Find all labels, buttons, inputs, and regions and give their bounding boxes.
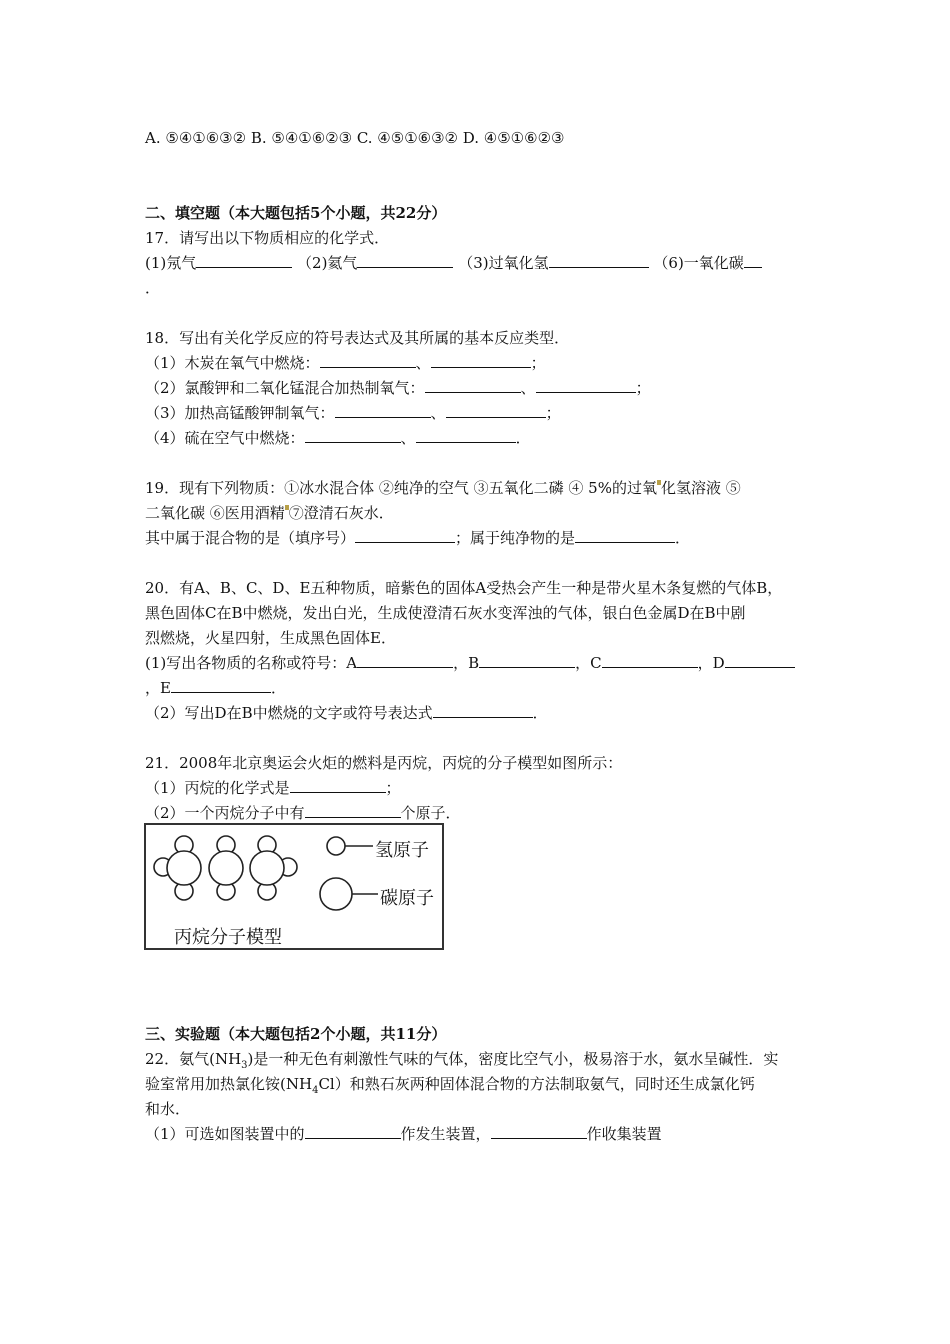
q17-blank1[interactable] xyxy=(196,253,292,268)
period: ． xyxy=(515,429,531,447)
section2-title: 二、填空题（本大题包括5个小题，共22分） xyxy=(145,204,447,222)
q17-blank4[interactable] xyxy=(744,253,762,268)
q18-s3-blank2[interactable] xyxy=(446,403,546,418)
q20-s1-label: (1)写出各物质的名称或符号：A xyxy=(145,654,358,672)
q22-sub1 xyxy=(145,1124,662,1144)
q20-blank-eq[interactable] xyxy=(433,703,533,718)
q19-line1b: 化氢溶液 ⑤ xyxy=(660,479,741,497)
q20-blank-c[interactable] xyxy=(602,653,698,668)
q21-blank2[interactable] xyxy=(305,803,401,818)
q19-line1a: 19．现有下列物质：①冰水混合体 ②纯净的空气 ③五氧化二磷 ④ 5%的过氧 xyxy=(145,479,657,497)
q17-end: ． xyxy=(145,279,161,297)
separator: 、 xyxy=(415,354,431,372)
q18-sub1 xyxy=(145,353,546,373)
q20-d-label: ，D xyxy=(697,654,725,672)
separator: 、 xyxy=(400,429,416,447)
q18-s2-label: （2）氯酸钾和二氧化锰混合加热制氧气： xyxy=(145,379,425,397)
q19-blank1[interactable] xyxy=(355,528,455,543)
subscript: 4 xyxy=(312,1085,319,1096)
q22-line2 xyxy=(145,1074,755,1101)
q21-s2-end: 个原子． xyxy=(400,804,461,822)
q18-s4-blank2[interactable] xyxy=(416,428,516,443)
q18-s3-blank1[interactable] xyxy=(335,403,431,418)
q19-line2 xyxy=(145,503,394,523)
q18-s4-blank1[interactable] xyxy=(305,428,401,443)
semicolon: ； xyxy=(635,379,651,397)
q17-blank2[interactable] xyxy=(357,253,453,268)
separator: 、 xyxy=(430,404,446,422)
q17-part3: （3)过氧化氢 xyxy=(458,254,549,272)
q20-blank-a[interactable] xyxy=(357,653,453,668)
q20-b-label: ，B xyxy=(453,654,480,672)
q20-line2: 黑色固体C在B中燃烧，发出白光，生成使澄清石灰水变浑浊的气体，银白色金属D在B中剧 xyxy=(145,604,746,622)
carbon-atom xyxy=(209,851,243,885)
q19-blank2[interactable] xyxy=(575,528,675,543)
q19-line3a: 其中属于混合物的是（填序号） xyxy=(145,529,356,547)
q18-s2-blank2[interactable] xyxy=(536,378,636,393)
legend-hydrogen-label: 氢原子 xyxy=(375,840,429,861)
period: ． xyxy=(532,704,548,722)
q17-parts xyxy=(145,253,762,273)
figure-caption: 丙烷分子模型 xyxy=(174,927,282,948)
q20-sub2 xyxy=(145,703,548,723)
q22-s1-end: 作收集装置 xyxy=(586,1125,662,1143)
q18-s1-blank2[interactable] xyxy=(431,353,531,368)
q22-blank2[interactable] xyxy=(491,1124,587,1139)
q17-stem: 17．请写出以下物质相应的化学式． xyxy=(145,229,390,247)
q18-sub2 xyxy=(145,378,651,398)
q21-s1-label: （1）丙烷的化学式是 xyxy=(145,779,290,797)
q22-line1b: )是一种无色有刺激性气味的气体，密度比空气小，极易溶于水，氨水呈碱性．实 xyxy=(247,1050,779,1068)
q21-sub1 xyxy=(145,778,401,798)
q20-sub1-cont xyxy=(145,678,286,698)
legend-carbon-atom xyxy=(320,878,352,910)
q22-line1a: 22．氨气(NH xyxy=(145,1050,242,1068)
q22-line3: 和水． xyxy=(145,1100,191,1118)
q21-blank1[interactable] xyxy=(290,778,386,793)
q20-blank-b[interactable] xyxy=(479,653,575,668)
legend-carbon-label: 碳原子 xyxy=(380,888,434,909)
q17-part2: （2)氦气 xyxy=(297,254,358,272)
legend-hydrogen-atom xyxy=(327,837,345,855)
q20-sub1 xyxy=(145,653,795,673)
q20-line3: 烈燃烧，火星四射，生成黑色固体E． xyxy=(145,629,396,647)
section3-title: 三、实验题（本大题包括2个小题，共11分） xyxy=(145,1025,447,1043)
semicolon: ； xyxy=(530,354,546,372)
propane-model-figure xyxy=(144,823,444,950)
q22-blank1[interactable] xyxy=(305,1124,401,1139)
q20-e-label: ，E xyxy=(145,679,171,697)
q20-blank-d[interactable] xyxy=(725,653,795,668)
period: ． xyxy=(270,679,286,697)
q19-line3c: ． xyxy=(675,529,691,547)
carbon-atom xyxy=(250,851,284,885)
separator: 、 xyxy=(520,379,536,397)
q18-sub4 xyxy=(145,428,531,448)
q22-line2a: 验室常用加热氯化铵(NH xyxy=(145,1075,313,1093)
q19-line1 xyxy=(145,478,741,498)
q17-part4: （6)一氧化碳 xyxy=(653,254,744,272)
carbon-atom xyxy=(167,851,201,885)
q19-line2a: 二氧化碳 ⑥医用酒精 xyxy=(145,504,285,522)
q22-s1-label: （1）可选如图装置中的 xyxy=(145,1125,305,1143)
q20-line1: 20．有A、B、C、D、E五种物质，暗紫色的固体A受热会产生一种是带火星木条复燃的气体B， xyxy=(145,579,783,597)
q18-s1-blank1[interactable] xyxy=(320,353,416,368)
semicolon: ； xyxy=(385,779,401,797)
q17-part1: (1)氖气 xyxy=(145,254,197,272)
q20-c-label: ，C xyxy=(575,654,602,672)
subscript: 3 xyxy=(241,1060,248,1071)
q18-sub3 xyxy=(145,403,561,423)
q20-blank-e[interactable] xyxy=(171,678,271,693)
q20-s2-label: （2）写出D在B中燃烧的文字或符号表达式 xyxy=(145,704,433,722)
q22-line2b: Cl）和熟石灰两种固体混合物的方法制取氨气，同时还生成氯化钙 xyxy=(318,1075,755,1093)
q22-line1 xyxy=(145,1049,778,1076)
q17-blank3[interactable] xyxy=(549,253,649,268)
q21-stem: 21．2008年北京奥运会火炬的燃料是丙烷，丙烷的分子模型如图所示： xyxy=(145,754,623,772)
q22-s1-mid: 作发生装置， xyxy=(400,1125,491,1143)
q18-s4-label: （4）硫在空气中燃烧： xyxy=(145,429,305,447)
q21-s2-label: （2）一个丙烷分子中有 xyxy=(145,804,305,822)
q16-options: A. ⑤④①⑥③② B. ⑤④①⑥②③ C. ④⑤①⑥③② D. ④⑤①⑥②③ xyxy=(145,129,565,147)
q21-sub2 xyxy=(145,803,461,823)
q18-s1-label: （1）木炭在氧气中燃烧： xyxy=(145,354,320,372)
q19-line2b: ⑦澄清石灰水． xyxy=(288,504,394,522)
q18-s3-label: （3）加热高锰酸钾制氧气： xyxy=(145,404,335,422)
semicolon: ； xyxy=(545,404,561,422)
q18-s2-blank1[interactable] xyxy=(425,378,521,393)
q18-stem: 18．写出有关化学反应的符号表达式及其所属的基本反应类型． xyxy=(145,329,570,347)
q19-line3b: ；属于纯净物的是 xyxy=(455,529,576,547)
q19-line3 xyxy=(145,528,690,548)
